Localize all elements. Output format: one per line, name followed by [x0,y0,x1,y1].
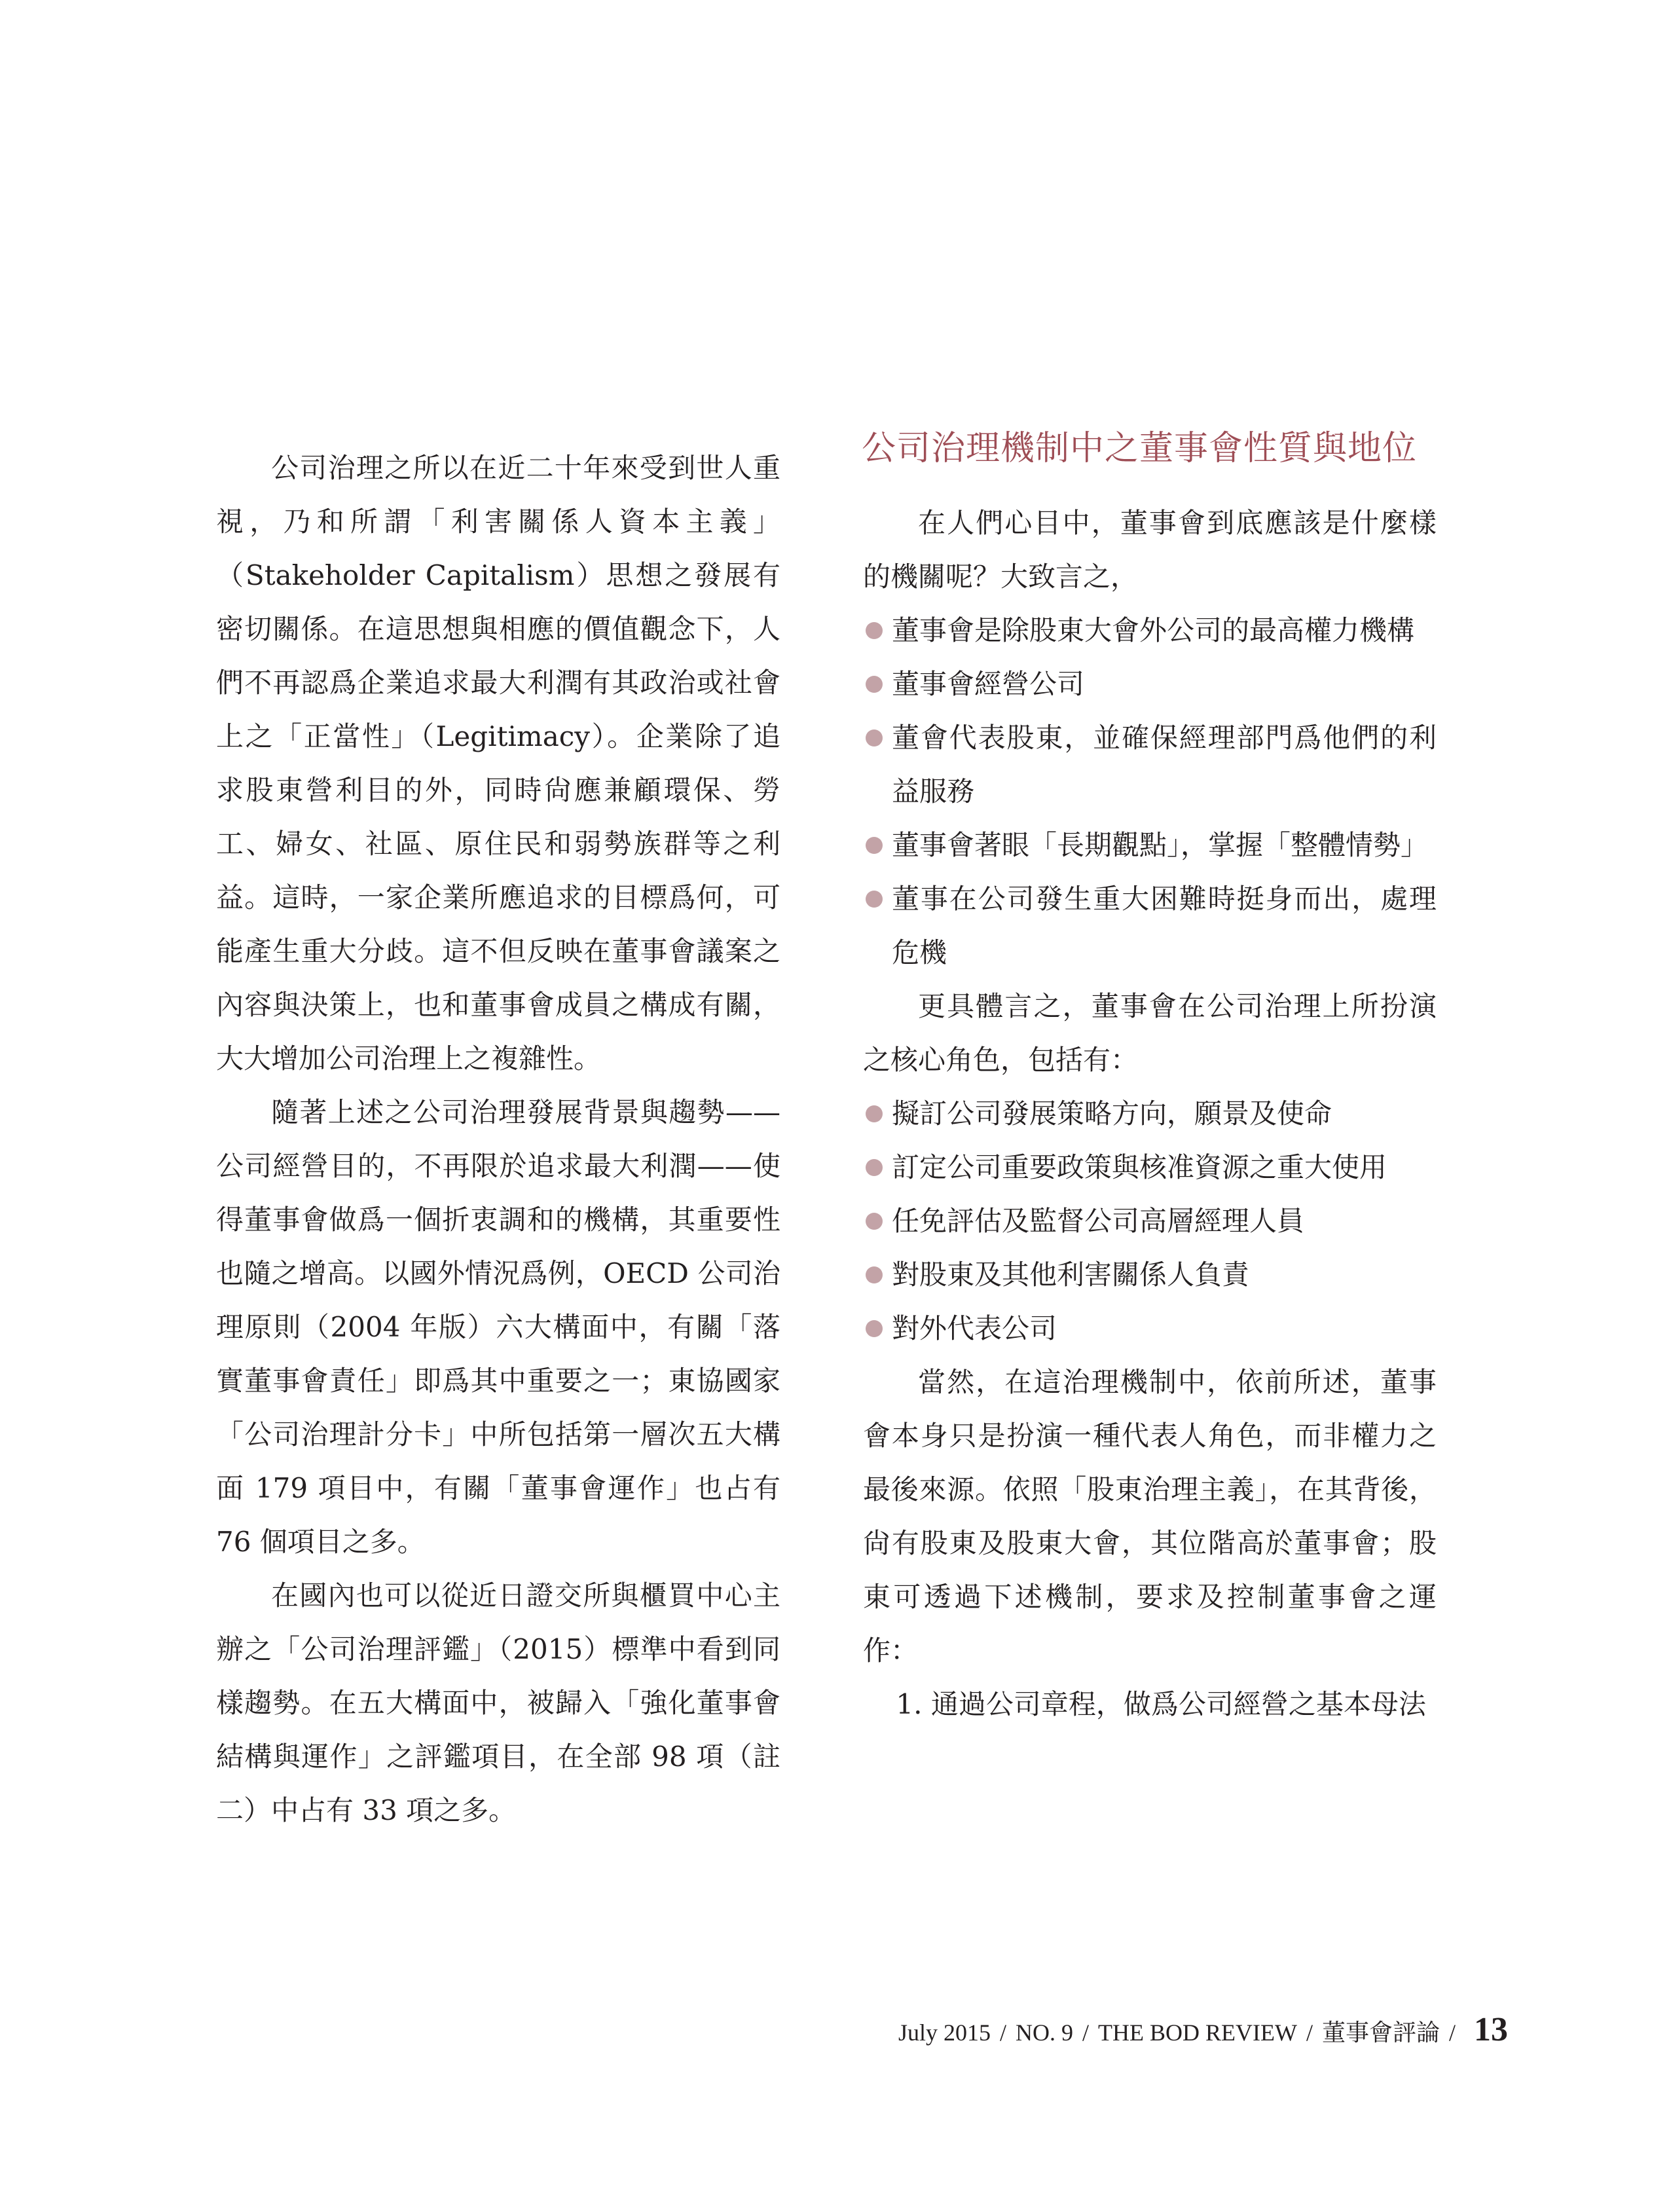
bullet-icon [866,729,883,747]
list-item [863,872,1437,980]
footer-separator: / [1448,2019,1456,2046]
bullet-icon [866,1105,883,1122]
footer-separator: / [999,2019,1006,2046]
body-paragraph: 在國內也可以從近日證交所與櫃買中心主辦之「公司治理評鑑」（2015）標準中看到同樣趨勢。在五大構面中，被歸入「強化董事會結構與運作」之評鑑項目，在全部 98 項（註二）中占有 33 項之多。 [216,1579,780,1826]
body-paragraph: 當然，在這治理機制中，依前所述，董事會本身只是扮演一種代表人角色，而非權力之最後來源。依照「股東治理主義」，在其背後，尙有股東及股東大會，其位階高於董事會；股東可透過下述機制，要求及控制董事會之運作： [863,1366,1437,1667]
bullet-list-core-roles [863,1087,1437,1355]
bullet-icon [866,837,883,854]
page-number: 13 [1474,2011,1508,2048]
list-item-text: 擬訂公司發展策略方向，願景及使命 [892,1097,1332,1130]
bullet-icon [866,1320,883,1337]
bullet-icon [866,676,883,693]
list-item [863,1302,1437,1355]
footer-journal: THE BOD REVIEW [1098,2019,1297,2046]
list-item-text: 董事會經營公司 [892,668,1085,700]
list-item [863,711,1437,819]
footer-issue: NO. 9 [1015,2019,1073,2046]
page-footer [898,2010,1508,2056]
list-item-text: 董事會是除股東大會外公司的最高權力機構 [892,614,1415,646]
list-item [863,1248,1437,1302]
bullet-icon [866,1266,883,1283]
intro-paragraph: 在人們心目中，董事會到底應該是什麼樣的機關呢？大致言之， [863,507,1437,593]
list-item-text: 董會代表股東，並確保經理部門爲他們的利益服務 [892,722,1437,807]
body-paragraph: 更具體言之，董事會在公司治理上所扮演之核心角色，包括有： [863,990,1437,1076]
list-item-text: 董事會著眼「長期觀點」，掌握「整體情勢」 [892,829,1429,861]
list-item [863,1194,1437,1248]
list-item-text: 任免評估及監督公司高層經理人員 [892,1205,1305,1237]
list-item [863,657,1437,711]
bullet-list-board-nature [863,604,1437,980]
footer-journal-zh: 董事會評論 [1321,2019,1440,2046]
list-item [863,1141,1437,1194]
footer-separator: / [1306,2019,1313,2046]
footer-date: July 2015 [898,2019,991,2046]
list-item [863,819,1437,872]
body-paragraph: 公司治理之所以在近二十年來受到世人重視，乃和所謂「利害關係人資本主義」（Stakeholder Capitalism）思想之發展有密切關係。在這思想與相應的價值觀念下，人們不再認爲企業追求最大利潤有其政治或社會上之「正當性」（Legitimacy）。企業除了追求股東營利目的外，同時尙應兼顧環保、勞工、婦女、社區、原住民和弱勢族群等之利益。這時，一家企業所應追求的目標爲何，可能產生重大分歧。這不但反映在董事會議案之內容與決策上，也和董事會成員之構成有關，大大增加公司治理上之複雜性。 [216,452,780,1075]
list-item-text: 董事在公司發生重大困難時挺身而出，處理危機 [892,883,1437,968]
list-item-text: 訂定公司重要政策與核准資源之重大使用 [892,1151,1387,1183]
body-paragraph: 隨著上述之公司治理發展背景與趨勢——公司經營目的，不再限於追求最大利潤——使得董事會做爲一個折衷調和的機構，其重要性也隨之增高。以國外情況爲例，OECD 公司治理原則（2004 年版）六大構面中，有關「落實董事會責任」即爲其中重要之一；東協國家「公司治理計分卡」中所包括第一層次五大構面 179 項目中，有關「董事會運作」也占有 76 個項目之多。 [216,1096,780,1558]
bullet-icon [866,622,883,639]
bullet-icon [866,1213,883,1230]
left-column [216,441,780,1837]
section-heading: 公司治理機制中之董事會性質與地位 [862,429,1418,468]
bullet-icon [866,891,883,908]
list-item [863,604,1437,657]
footer-separator: / [1082,2019,1089,2046]
list-item-text: 對外代表公司 [892,1312,1057,1344]
list-item-text: 對股東及其他利害關係人負責 [892,1259,1250,1291]
list-item [863,1087,1437,1141]
numbered-item: 1. 通過公司章程，做爲公司經營之基本母法 [896,1688,1426,1720]
bullet-icon [866,1159,883,1176]
right-column [863,496,1437,1731]
